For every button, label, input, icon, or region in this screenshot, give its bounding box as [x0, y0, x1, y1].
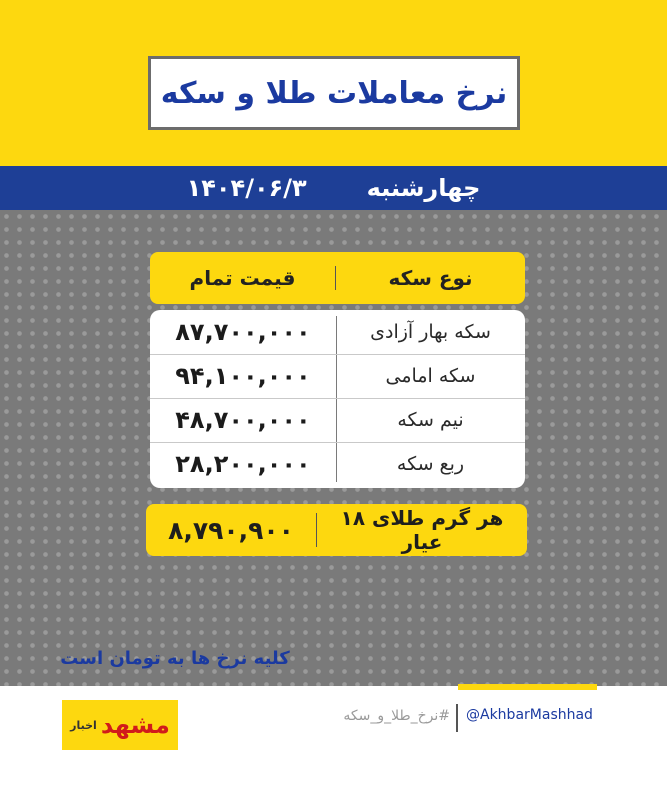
table-row: [150, 354, 525, 398]
price-table-header: [150, 252, 525, 304]
coin-price-cell: ۴۸,۷۰۰,۰۰۰: [175, 406, 311, 434]
table-row: [150, 310, 525, 354]
coin-price-cell: ۸۷,۷۰۰,۰۰۰: [175, 318, 311, 346]
price-table: [150, 310, 525, 488]
gold-label: هر گرم طلای ۱۸ عیار: [340, 506, 504, 554]
footer-separator: [456, 704, 458, 732]
hashtag-link[interactable]: #نرخ_طلا_و_سکه: [343, 708, 450, 724]
coin-price-cell: ۹۴,۱۰۰,۰۰۰: [175, 362, 311, 390]
page-title: نرخ معاملات طلا و سکه: [160, 75, 508, 111]
table-row: [150, 398, 525, 442]
footer-accent-line: [458, 684, 597, 690]
gold-price: ۸,۷۹۰,۹۰۰: [168, 515, 294, 545]
logo-small-text: اخبار: [70, 718, 97, 732]
coin-type-cell: سکه امامی: [385, 365, 476, 387]
social-handle-link[interactable]: @AkhbarMashhad: [466, 707, 593, 723]
table-row: [150, 442, 525, 486]
coin-type-cell: ربع سکه: [396, 453, 465, 475]
brand-logo: [62, 700, 178, 750]
column-header-coin-type: نوع سکه: [388, 266, 473, 290]
currency-note: کلیه نرخ ها به تومان است: [60, 648, 290, 669]
coin-price-cell: ۲۸,۲۰۰,۰۰۰: [175, 450, 311, 478]
coin-type-cell: نیم سکه: [397, 409, 464, 431]
title-box: [148, 56, 520, 130]
coin-type-cell: سکه بهار آزادی: [370, 321, 491, 343]
logo-main-text: مشهد: [100, 711, 170, 739]
weekday-label: چهارشنبه: [366, 174, 481, 202]
date-value: ۱۴۰۴/۰۶/۳: [186, 174, 307, 202]
gold-price-bar: [146, 504, 527, 556]
date-bar: [0, 166, 667, 210]
column-header-price: قیمت تمام: [150, 266, 336, 290]
